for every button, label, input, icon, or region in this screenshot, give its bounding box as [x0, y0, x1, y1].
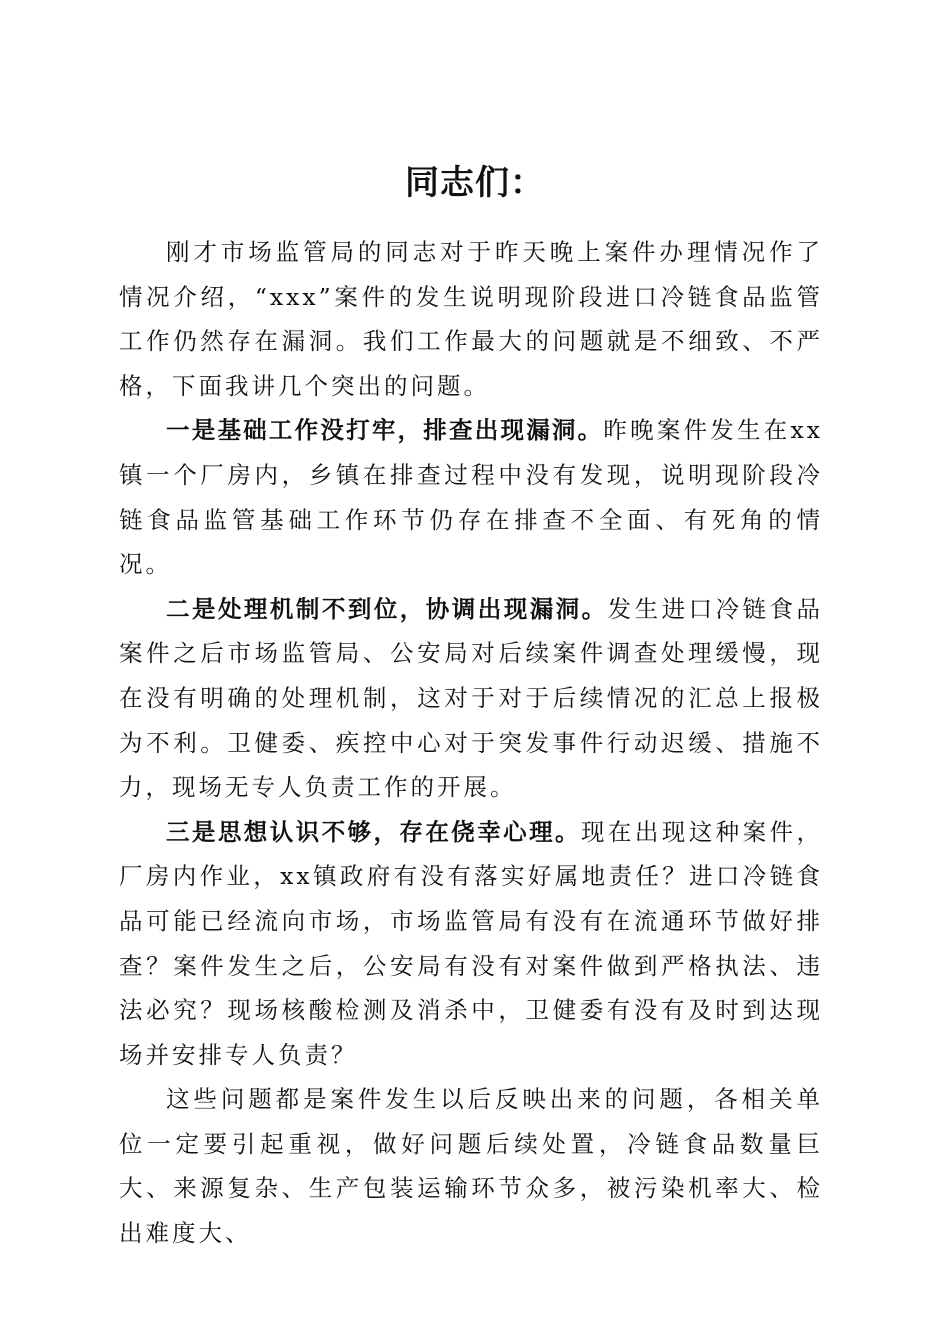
paragraph-text: 发生进口冷链食品案件之后市场监管局、公安局对后续案件调查处理缓慢，现在没有明确的处理机制，这对于对于后续情况的汇总上报极为不利。卫健委、疾控中心对于突发事件行动迟缓、措施不力，现场无专人负责工作的开展。: [119, 594, 824, 802]
paragraph-point-one: [119, 408, 823, 586]
paragraph-conclusion: [119, 1077, 823, 1255]
paragraph-lead: 一是基础工作没打牢，排查出现漏洞。: [166, 416, 604, 445]
document-title: 同志们：: [405, 162, 545, 203]
paragraph-point-three: [119, 810, 823, 1078]
paragraph-intro: [119, 230, 823, 408]
paragraph-point-two: [119, 587, 823, 810]
paragraph-lead: 三是思想认识不够，存在侥幸心理。: [166, 817, 581, 846]
document-body: [119, 230, 823, 1256]
paragraph-text: 现在出现这种案件，厂房内作业，xx镇政府有没有落实好属地责任？进口冷链食品可能已经流向市场，市场监管局有没有在流通环节做好排查？案件发生之后，公安局有没有对案件做到严格执法、违法必究？现场核酸检测及消杀中，卫健委有没有及时到达现场并安排专人负责？: [119, 817, 823, 1069]
paragraph-text: 刚才市场监管局的同志对于昨天晚上案件办理情况作了情况介绍，“xxx”案件的发生说明现阶段进口冷链食品监管工作仍然存在漏洞。我们工作最大的问题就是不细致、不严格，下面我讲几个突出的问题。: [119, 238, 823, 400]
paragraph-text: 昨晚案件发生在xx镇一个厂房内，乡镇在排查过程中没有发现，说明现阶段冷链食品监管基础工作环节仍存在排查不全面、有死角的情况。: [119, 416, 823, 579]
paragraph-text: 这些问题都是案件发生以后反映出来的问题，各相关单位一定要引起重视，做好问题后续处置，冷链食品数量巨大、来源复杂、生产包装运输环节众多，被污染机率大、检出难度大、: [119, 1085, 823, 1248]
paragraph-lead: 二是处理机制不到位，协调出现漏洞。: [166, 594, 608, 623]
